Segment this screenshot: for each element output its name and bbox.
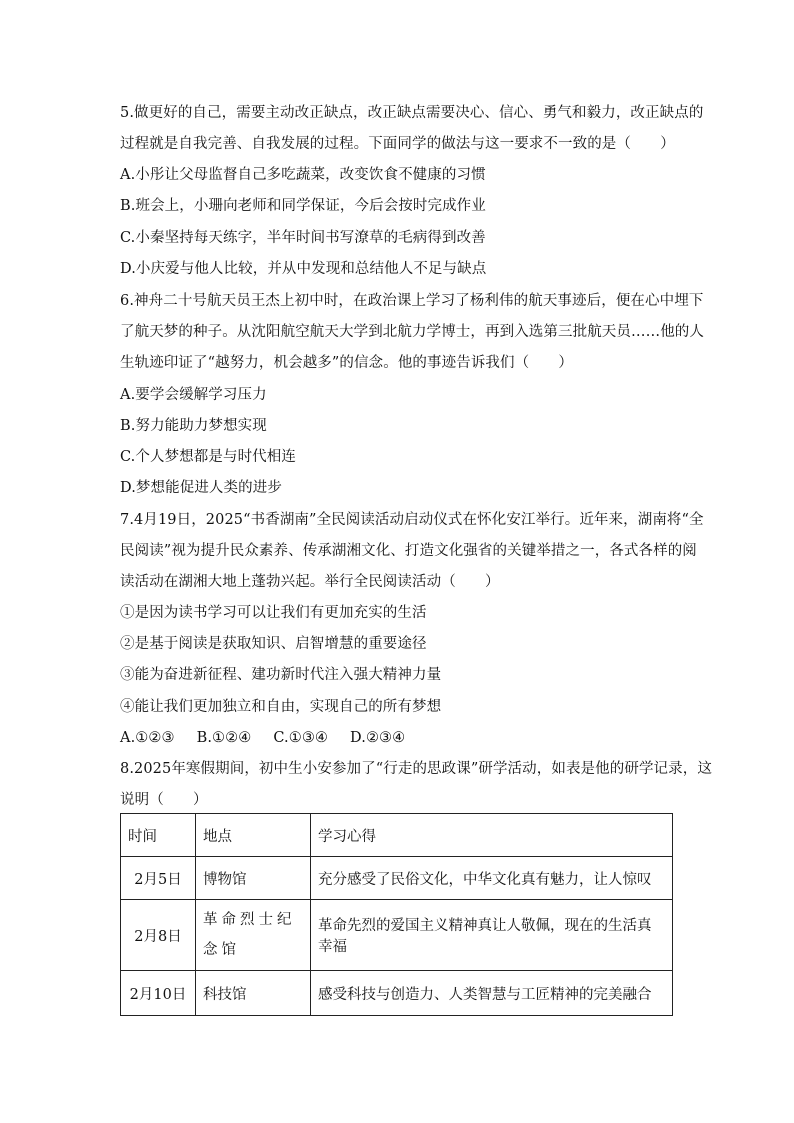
q6-option-d: D.梦想能促进人类的进步 xyxy=(120,480,282,496)
research-record-table xyxy=(120,813,673,1016)
q7-option-b: B.①②④ xyxy=(196,730,252,746)
table-row xyxy=(121,857,673,900)
table-header-row xyxy=(121,814,673,857)
q7-option-a: A.①②③ xyxy=(120,730,175,746)
q6-option-c: C.个人梦想都是与时代相连 xyxy=(120,449,296,465)
table-header-place: 地点 xyxy=(196,814,311,857)
q5-option-c: C.小秦坚持每天练字，半年时间书写潦草的毛病得到改善 xyxy=(120,230,486,246)
q7-stem-line-1: 7.4月19日，2025“书香湖南”全民阅读活动启动仪式在怀化安江举行。近年来，湖南将“全 xyxy=(120,512,704,528)
table-cell-place: 博物馆 xyxy=(196,857,311,900)
q5-option-b: B.班会上，小珊向老师和同学保证，今后会按时完成作业 xyxy=(120,198,486,214)
q7-stem-line-3: 读活动在湖湘大地上蓬勃兴起。举行全民阅读活动（ ） xyxy=(120,574,500,590)
q6-option-b: B.努力能助力梦想实现 xyxy=(120,418,267,434)
q7-item-2: ②是基于阅读是获取知识、启智增慧的重要途径 xyxy=(120,636,427,652)
q5-option-a: A.小彤让父母监督自己多吃蔬菜，改变饮食不健康的习惯 xyxy=(120,167,486,183)
q7-option-c: C.①③④ xyxy=(273,730,329,746)
q6-stem-line-3: 生轨迹印证了“越努力，机会越多”的信念。他的事迹告诉我们（ ） xyxy=(120,355,574,371)
q7-options-row xyxy=(120,728,405,748)
q6-option-a: A.要学会缓解学习压力 xyxy=(120,387,267,403)
q6-stem-line-1: 6.神舟二十号航天员王杰上初中时，在政治课上学习了杨利伟的航天事迹后，便在心中埋下 xyxy=(120,293,704,309)
table-row xyxy=(121,971,673,1016)
q7-item-3: ③能为奋进新征程、建功新时代注入强大精神力量 xyxy=(120,667,442,683)
table-cell-notes: 充分感受了民俗文化，中华文化真有魅力，让人惊叹 xyxy=(311,857,673,900)
table-cell-place: 革命烈士纪念馆 xyxy=(196,900,311,971)
table-cell-time: 2月5日 xyxy=(121,857,196,900)
q6-stem-line-2: 了航天梦的种子。从沈阳航空航天大学到北航力学博士，再到入选第三批航天员……他的人 xyxy=(120,324,704,340)
table-cell-time: 2月8日 xyxy=(121,900,196,971)
q5-option-d: D.小庆爱与他人比较，并从中发现和总结他人不足与缺点 xyxy=(120,261,487,277)
table-cell-notes: 感受科技与创造力、人类智慧与工匠精神的完美融合 xyxy=(311,971,673,1016)
q5-stem-line-1: 5.做更好的自己，需要主动改正缺点，改正缺点需要决心、信心、勇气和毅力，改正缺点的 xyxy=(120,105,704,121)
q8-stem-line-1: 8.2025年寒假期间，初中生小安参加了“行走的思政课”研学活动，如表是他的研学记录，这 xyxy=(120,761,712,777)
q7-item-4: ④能让我们更加独立和自由，实现自己的所有梦想 xyxy=(120,699,442,715)
q7-item-1: ①是因为读书学习可以让我们有更加充实的生活 xyxy=(120,605,427,621)
q8-stem-line-2: 说明（ ） xyxy=(120,792,208,808)
table-header-notes: 学习心得 xyxy=(311,814,673,857)
q5-stem-line-2: 过程就是自我完善、自我发展的过程。下面同学的做法与这一要求不一致的是（ ） xyxy=(120,136,675,152)
table-row xyxy=(121,900,673,971)
table-cell-place: 科技馆 xyxy=(196,971,311,1016)
table-header-time: 时间 xyxy=(121,814,196,857)
q7-option-d: D.②③④ xyxy=(350,730,406,746)
q7-stem-line-2: 民阅读”视为提升民众素养、传承湖湘文化、打造文化强省的关键举措之一，各式各样的阅 xyxy=(120,543,697,559)
table-cell-notes: 革命先烈的爱国主义精神真让人敬佩，现在的生活真幸福 xyxy=(311,900,673,971)
table-cell-time: 2月10日 xyxy=(121,971,196,1016)
